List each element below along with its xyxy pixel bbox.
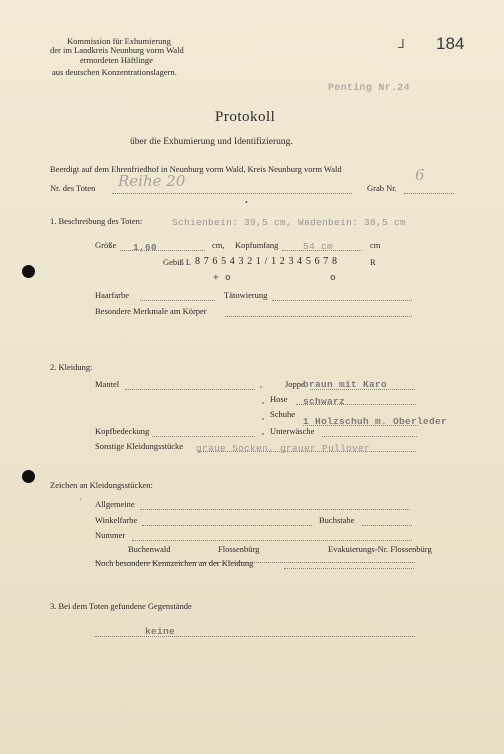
teeth-mark-left: + o xyxy=(213,272,232,283)
punch-hole-bottom xyxy=(22,470,35,483)
jacket-label: Joppe xyxy=(285,379,305,389)
tattoo-label: Tätowierung xyxy=(224,290,268,300)
underwear-label: Unterwäsche xyxy=(270,426,315,436)
shoes-label: Schuhe xyxy=(270,409,296,419)
page-subtitle: über die Exhumierung und Identifizierung. xyxy=(130,137,293,147)
section1-heading: 1. Beschreibung des Toten: xyxy=(50,216,143,226)
other-marks-label: Noch besondere Kennzeichen an der Kleidung xyxy=(95,558,254,568)
marks-label: Besondere Merkmale am Körper xyxy=(95,306,207,316)
trousers-label: Hose xyxy=(270,394,288,404)
page-number: 184 xyxy=(436,34,465,53)
section3-value: keine xyxy=(145,626,176,637)
dead-no-value: Reihe 20 xyxy=(118,172,186,190)
commission-line-2: der im Landkreis Neunburg vorm Wald xyxy=(50,45,184,55)
number-label: Nummer xyxy=(95,530,126,540)
center-mark: • xyxy=(245,198,248,207)
head-value: 54 cm xyxy=(303,241,334,252)
punch-hole-top xyxy=(22,265,35,278)
evac-label: Evakuierungs-Nr. Flossenbürg xyxy=(328,544,432,554)
shoes-value: 1 Holzschuh m. Oberleder xyxy=(303,416,448,427)
section2-heading: 2. Kleidung: xyxy=(50,362,93,372)
headwear-label: Kopfbedeckung xyxy=(95,426,150,436)
coat-label: Mantel xyxy=(95,379,120,389)
jacket-value: braun mit Karo xyxy=(303,379,388,390)
page-title: Protokoll xyxy=(215,109,276,125)
hair-label: Haarfarbe xyxy=(95,290,129,300)
commission-line-4: aus deutschen Konzentrationslagern. xyxy=(52,67,177,77)
trousers-value: schwarz xyxy=(303,396,346,407)
description-value: Schienbein: 39,5 cm, Wadenbein: 38,5 cm xyxy=(172,217,407,228)
flossenburg-label: Flossenbürg xyxy=(218,544,260,554)
teeth-value: 8 7 6 5 4 3 2 1 / 1 2 3 4 5 6 7 8 xyxy=(195,256,338,267)
teeth-label: Gebiß L xyxy=(163,257,192,267)
buchenwald-label: Buchenwald xyxy=(128,544,171,554)
other-label: Sonstige Kleidungsstücke xyxy=(95,441,184,451)
angle-color-label: Winkelfarbe xyxy=(95,515,138,525)
grave-value: 6 xyxy=(415,166,425,184)
size-label: Größe xyxy=(95,240,117,250)
teeth-mark-right: o xyxy=(330,272,337,283)
grave-label: Grab Nr. xyxy=(367,183,397,193)
size-value: 1,60 xyxy=(133,242,158,253)
cm-label-1: cm, xyxy=(212,240,225,250)
commission-line-1: Kommission für Exhumierung xyxy=(67,36,171,46)
dead-no-label: Nr. des Toten xyxy=(50,183,96,193)
other-value: graue Socken, grauer Pullover xyxy=(196,443,371,454)
teeth-r: R xyxy=(370,257,376,267)
section3-heading: 3. Bei dem Toten gefundene Gegenstände xyxy=(50,601,192,611)
general-label: Allgemeine xyxy=(95,499,135,509)
archive-stamp: Penting Nr.24 xyxy=(328,83,410,94)
cm-label-2: cm xyxy=(370,240,381,250)
commission-line-3: ermordeten Häftlinge xyxy=(80,55,153,65)
letter-label: Buchstabe xyxy=(319,515,355,525)
marks-heading: Zeichen an Kleidungsstücken: xyxy=(50,480,153,490)
protocol-document: Kommission für Exhumierung der im Landkreis Neunburg vorm Wald ermordeten Häftlinge aus deutschen Konzentrationslagern. ⅃ 184 Penting Nr.24 Protokoll über die Exhumierung und Identifizierung. Beerdigt auf dem Ehrenfriedhof in Neunburg vorm Wald, Kreis Neunburg vorm Wald Nr. des Toten Reihe 20 Grab Nr. 6 • 1. Beschreibung des Toten: Schienbein: 39,5 cm, Wadenbein: 38,5 cm Größe 1,60 cm, Kopfumfang 54 cm cm Gebiß L 8 7 6 5 4 3 2 1 / 1 2 3 4 5 6 7 8 R + o o Haarfarbe Tätowierung Besondere Merkmale am Körper 2. Kleidung: Mantel , Joppe braun mit Karo , Hose schwarz , Schuhe 1 Holzschuh m. Oberleder Kopfbedeckung , Unterwäsche Sonstige Kleidungsstücke graue Socken, grauer Pullover Zeichen an Kleidungsstücken: ' Allgemeine Winkelfarbe Buchstabe Nummer Buchenwald Flossenbürg Evakuierungs-Nr. Flossenbürg Noch besondere Kennzeichen an der Kleidung 3. Bei dem Toten gefundene Gegenstände keine xyxy=(0,0,504,754)
page-mark: ⅃ xyxy=(398,37,405,51)
head-label: Kopfumfang xyxy=(235,240,279,250)
burial-line: Beerdigt auf dem Ehrenfriedhof in Neunburg vorm Wald, Kreis Neunburg vorm Wald xyxy=(50,164,342,174)
